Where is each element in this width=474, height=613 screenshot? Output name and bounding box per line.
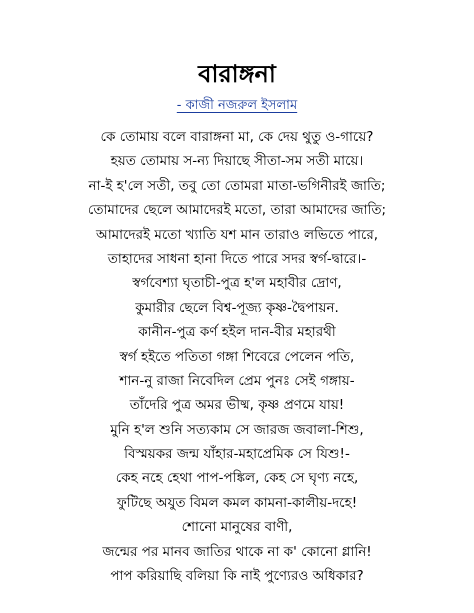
poem-line: কানীন-পুত্র কর্ণ হইল দান-বীর মহারথী (138, 324, 336, 341)
poem-line: ফুটিছে অযুত বিমল কমল কামনা-কালীয়-দহে! (116, 494, 358, 511)
poem-line: শোনো মানুষের বাণী, (181, 519, 293, 536)
poem-line: স্বর্গ হইতে পতিতা গঙ্গা শিবেরে পেলেন পতি, (119, 348, 355, 365)
poem-line: আমাদেরই মতো খ্যাতি যশ মান তারাও লভিতে পারে, (95, 226, 379, 243)
poem-title: বারাঙ্গনা (198, 60, 276, 88)
poem-line: কুমারীর ছেলে বিশ্ব-পূজ্য কৃষ্ণ-দ্বৈপায়ন. (135, 299, 339, 316)
poem-line: কেহ নহে হেথা পাপ-পঙ্কিল, কেহ সে ঘৃণ্য নহে, (115, 470, 359, 487)
poem-line: তোমাদের ছেলে আমাদেরই মতো, তারা আমাদের জাতি; (87, 202, 387, 219)
poem-line: পাপ করিয়াছি বলিয়া কি নাই পুণ্যেরও অধিকার? (110, 568, 364, 585)
poem-line: হয়ত তোমায় স-ন্য দিয়াছে সীতা-সম সতী মায়ে। (110, 153, 364, 170)
poem-line: কে তোমায় বলে বারাঙ্গনা মা, কে দেয় থুতু ও-গায়ে? (100, 129, 374, 145)
poem-line: শান-নু রাজা নিবেদিল প্রেম পুনঃ সেই গঙ্গায়- (119, 372, 355, 389)
poem-line: বিস্ময়কর জন্ম যাঁহার-মহাপ্রেমিক সে যিশু!- (124, 446, 350, 463)
poem-line: স্বর্গবেশ্যা ঘৃতাচী-পুত্র হ'ল মহাবীর দ্রোণ, (132, 275, 342, 292)
poem-author (0, 97, 474, 115)
author-name: - কাজী নজরুল ইসলাম (176, 98, 298, 113)
poem-line: জন্মের পর মানব জাতির থাকে না ক' কোনো গ্লানি! (102, 543, 372, 560)
poem-line: তাহাদের সাধনা হানা দিতে পারে সদর স্বর্গ-দ্বারে।- (107, 250, 367, 267)
poem-line: মুনি হ'ল শুনি সত্যকাম সে জারজ জবালা-শিশু, (110, 421, 364, 438)
poem-line: তাঁদেরি পুত্র অমর ভীষ্ম, কৃষ্ণ প্রণমে যায়! (129, 397, 345, 414)
poem-body (0, 125, 474, 588)
poem-line: না-ই হ'লে সতী, তবু তো তোমরা মাতা-ভগিনীরই জাতি; (88, 177, 386, 194)
